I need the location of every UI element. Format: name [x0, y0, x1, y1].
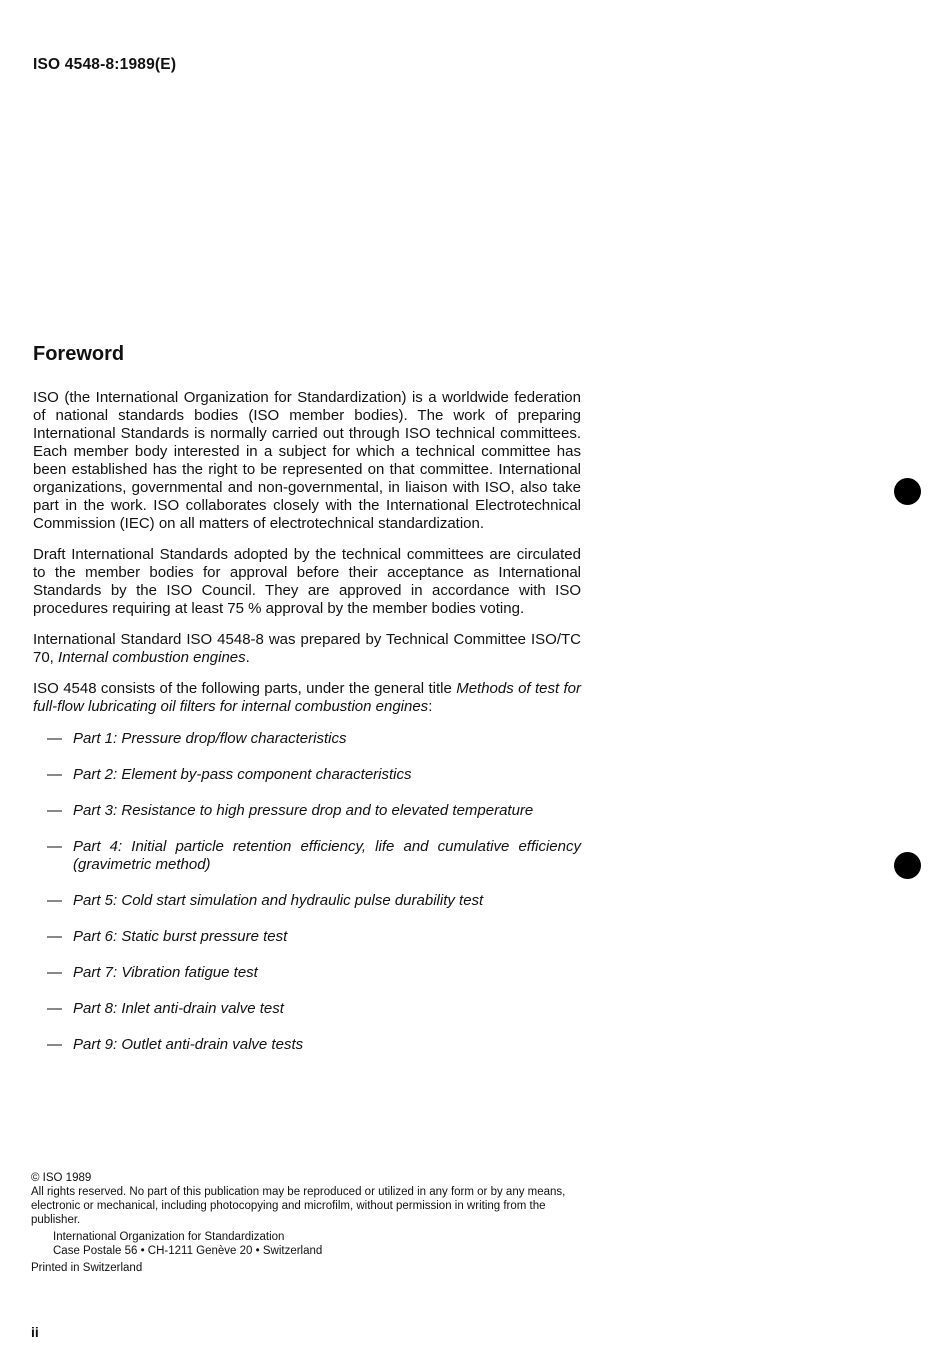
part-ref: Part 3: [73, 802, 118, 819]
consists-end: : [428, 698, 433, 715]
punch-hole-mark [894, 852, 921, 879]
org-name: International Organization for Standardization [53, 1231, 285, 1243]
list-item [33, 838, 581, 874]
list-dash: — [47, 892, 62, 909]
list-item [33, 766, 581, 784]
consists-paragraph [33, 680, 581, 716]
part-title: Initial particle retention efficiency, life and cumulative efficiency (gravimetric method) [73, 838, 581, 873]
part-title: Resistance to high pressure drop and to elevated temperature [121, 802, 534, 819]
copyright-line: © ISO 1989 [31, 1172, 92, 1184]
list-dash: — [47, 730, 62, 747]
list-dash: — [47, 838, 62, 855]
list-item [33, 1000, 581, 1018]
list-dash: — [47, 766, 62, 783]
part-title: Element by-pass component characteristics [121, 766, 412, 783]
part-ref: Part 8: [73, 1000, 118, 1017]
part-title: Outlet anti-drain valve tests [121, 1036, 304, 1053]
committee-title: Internal combustion engines [58, 649, 246, 666]
prepared-end: . [245, 649, 250, 666]
part-title: Cold start simulation and hydraulic pulse durability test [121, 892, 484, 909]
part-title: Vibration fatigue test [121, 964, 258, 981]
prepared-by-paragraph [33, 631, 581, 667]
part-ref: Part 4: [73, 838, 123, 855]
part-ref: Part 5: [73, 892, 118, 909]
punch-hole-mark [894, 478, 921, 505]
list-dash: — [47, 928, 62, 945]
copyright-block [31, 1171, 583, 1275]
list-item [33, 1036, 581, 1054]
list-item [33, 964, 581, 982]
list-item [33, 730, 581, 748]
part-title: Static burst pressure test [121, 928, 288, 945]
rights-statement: All rights reserved. No part of this publication may be reproduced or utilized in any form or by any means, electronic or mechanical, including photocopying and microfilm, without permission in writing from the publisher. [31, 1186, 566, 1226]
list-dash: — [47, 1036, 62, 1053]
document-id: ISO 4548-8:1989(E) [33, 56, 177, 73]
foreword-body [33, 389, 581, 1072]
part-ref: Part 2: [73, 766, 118, 783]
general-title: Methods of test for full-flow lubricating oil filters for internal combustion engines [33, 680, 582, 715]
printed-in: Printed in Switzerland [31, 1262, 143, 1274]
list-item [33, 928, 581, 946]
foreword-paragraph-2: Draft International Standards adopted by the technical committees are circulated to the member bodies for approval before their acceptance as International Standards by the ISO Council. They are approved in accordance with ISO procedures requiring at least 75 % approval by the member bodies voting. [33, 546, 581, 617]
list-item [33, 802, 581, 820]
part-title: Pressure drop/flow characteristics [121, 730, 347, 747]
consists-text: ISO 4548 consists of the following parts, under the general title [33, 680, 457, 697]
list-item [33, 892, 581, 910]
list-dash: — [47, 1000, 62, 1017]
foreword-paragraph-1: ISO (the International Organization for Standardization) is a worldwide federation of national standards bodies (ISO member bodies). The work of preparing International Standards is normally carried out through ISO technical committees. Each member body interested in a subject for which a technical committee has been established has the right to be represented on that committee. International organizations, governmental and non-governmental, in liaison with ISO, also take part in the work. ISO collaborates closely with the International Electrotechnical Commission (IEC) on all matters of electrotechnical standardization. [33, 389, 581, 532]
part-ref: Part 9: [73, 1036, 118, 1053]
prepared-text: International Standard ISO 4548-8 was prepared by Technical Committee ISO/TC 70, [33, 631, 581, 666]
list-dash: — [47, 964, 62, 981]
page-number: ii [31, 1324, 39, 1340]
org-address: Case Postale 56 • CH-1211 Genève 20 • Switzerland [53, 1245, 323, 1257]
part-ref: Part 7: [73, 964, 118, 981]
part-title: Inlet anti-drain valve test [121, 1000, 284, 1017]
part-ref: Part 6: [73, 928, 118, 945]
foreword-heading: Foreword [33, 343, 125, 365]
parts-list [33, 730, 581, 1054]
list-dash: — [47, 802, 62, 819]
part-ref: Part 1: [73, 730, 118, 747]
